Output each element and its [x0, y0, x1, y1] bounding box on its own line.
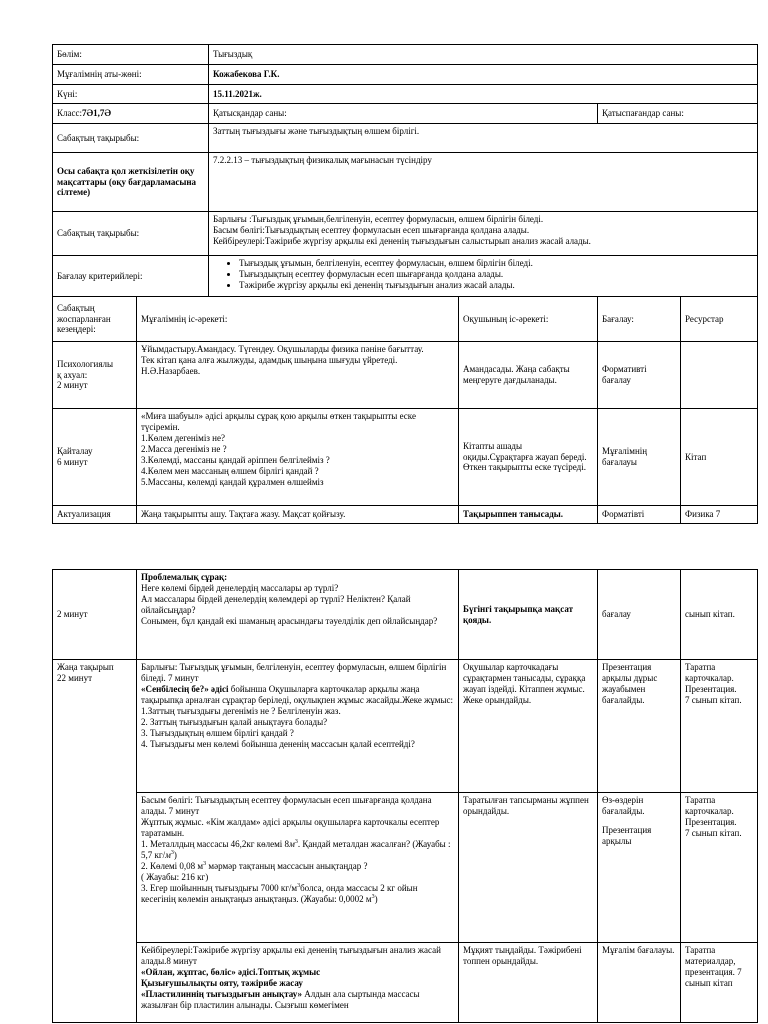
stage-line: қ ахуал: [57, 369, 88, 380]
resources-problem: сынып кітап. [681, 570, 758, 660]
goals-label: Сабақтың тақырыбы: [53, 212, 209, 256]
teacher-line: Ұйымдастыру.Амандасу. Түгендеу. Оқушыларды физика пәніне бағыттау. [141, 344, 424, 354]
problem-1-text: . Қандай металдан жасалған? (Жауабы : 5,7 кг/ [141, 838, 451, 860]
stage-line: 22 минут [57, 672, 93, 683]
goals-value [209, 212, 758, 256]
col-header-stage: Сабақтың жоспарланған кезеңдері: [53, 297, 137, 342]
present-count-label: Қатысқандар саны: [209, 104, 598, 124]
resources-new-all [681, 660, 758, 793]
stage-line: Жаңа тақырып [57, 662, 114, 672]
goal-line: Кейбіреулері:Тәжірибе жүргізу арқылы екі дененің тығыздығын салыстырып анализ жасай алады. [213, 235, 591, 246]
lesson-plan-table-1 [52, 44, 758, 524]
problem-2-text: мәрмәр тақтаның массасын анықтаңдар ? [206, 860, 368, 871]
topic-value: Заттың тығыздығы және тығыздықтың өлшем бірлігі. [209, 124, 758, 153]
stage-problem: 2 минут [53, 570, 137, 660]
teacher-new-most [137, 793, 459, 943]
teacher-new-all [137, 660, 459, 793]
exponent: 3 [297, 882, 301, 889]
resources-new-some: Таратпа материалдар, презентация. 7 сынып кітап [681, 943, 758, 1023]
exponent: 3 [203, 860, 207, 867]
assessment-new-most [598, 793, 681, 943]
student-actual: Тақырыппен танысады. [459, 506, 598, 524]
student-psych: Амандасады. Жаңа сабақты меңгеруге дағдыланады. [459, 342, 598, 409]
col-header-student: Оқушының іс-әрекеті: [459, 297, 598, 342]
criteria-item: • Тығыздықтың есептеу формуласын есеп шығарғанда қолдана алады. [239, 269, 753, 280]
goal-line: Барлығы :Тығыздық ұғымын,белгіленуін, есептеу формуласын, өлшем бірлігін біледі. [213, 214, 544, 224]
problem-3-text: ) [374, 893, 378, 904]
problem-1 [141, 839, 454, 861]
question-line: 1.Заттың тығыздығы дегеніміз не ? Белгіленуін жаз. [141, 705, 341, 716]
resources-repeat: Кітап [681, 409, 758, 506]
criteria-value [209, 256, 758, 297]
stage-line: Психологиялы [57, 358, 114, 369]
method-rest: бойынша Оқушыларға карточкалар арқылы жаңа тақырыпқа арналған сұрақтар беріледі, оқулықпен жұмыс жасайды.Жеке жұмыс: [141, 683, 454, 705]
col-header-assessment: Бағалау: [598, 297, 681, 342]
teacher-problem [137, 570, 459, 660]
question-line: 3. Тығыздықтың өлшем бірлігі қандай ? [141, 727, 294, 738]
assessment-new-all: Презентация арқылы дұрыс жауабымен бағалайды. [598, 660, 681, 793]
objectives-value: 7.2.2.13 – тығыздықтың физикалық мағынасын түсіндіру [209, 153, 758, 212]
problem-title: Проблемалық сұрақ: [141, 572, 228, 582]
experiment-rest: Алдын ала сыртында массасы жазылған бір пластилин алынады. Сызғыш көмегімен [141, 988, 420, 1010]
problem-2-answer: ( Жауабы: 216 кг) [141, 871, 209, 882]
assessment-line: Презентация арқылы [602, 824, 652, 846]
teacher-intro: Барлығы: Тығыздық ұғымын, белгіленуін, есептеу формуласын, өлшем бірлігін біледі. 7 минут [141, 662, 447, 683]
teacher-line: 1.Көлем дегеніміз не? [141, 432, 225, 443]
problem-3 [141, 883, 454, 905]
exponent: 3 [371, 893, 375, 900]
goal-line: Басым бөлігі:Тығыздықтың есептеу формуласын есеп шығарғанда қолдана алады. [213, 224, 530, 235]
method-line: «Ойлан, жұптас, бөліс» әдісі.Топтық жұмыс [141, 966, 321, 977]
teacher-intro: Кейбіреулері:Тәжірибе жүргізу арқылы екі дененің тығыздығын анализ жасай алады.8 минут [141, 945, 441, 966]
question-line: 2. Заттың тығыздығын қалай анықтауға болады? [141, 716, 328, 727]
teacher-line: Сонымен, бұл қандай екі шаманың арасындағы тәуелділік деп ойлайсыңдар? [141, 615, 438, 626]
method-text [141, 684, 454, 706]
resource-line: Таратпа карточкалар. [685, 795, 734, 816]
criteria-item: • Тығыздық ұғымын, белгіленуін, есептеу формуласын, өлшем бірлігін біледі. [239, 258, 753, 269]
col-header-teacher: Мұғалімнің іс-әрекеті: [137, 297, 459, 342]
exponent: 3 [294, 838, 298, 845]
date-value: 15.11.2021ж. [209, 85, 758, 104]
pair-work: Жұптық жұмыс. «Кім жалдам» әдісі арқылы оқушыларға карточкалы есептер таратамын. [141, 816, 440, 838]
criteria-item: • Тәжірибе жүргізу арқылы екі дененің тығыздығын анализ жасай алады. [239, 280, 753, 291]
problem-3-text: 3. Егер шойынның тығыздығы 7000 кг/м [141, 882, 298, 893]
stage-actual: Актуализация [53, 506, 137, 524]
resource-line: Таратпа карточкалар. [685, 662, 734, 683]
assessment-psych: Формативті бағалау [598, 342, 681, 409]
section-label: Бөлім: [53, 45, 209, 65]
resources-actual: Физика 7 [681, 506, 758, 524]
experiment-name: «Пластилиннің тығыздығын анықтау» [141, 988, 303, 999]
stage-line: 2 минут [57, 380, 88, 391]
teacher-intro: Басым бөлігі: Тығыздықтың есептеу формуласын есеп шығарғанда қолдана алады. 7 минут [141, 795, 432, 816]
resource-line: 7 сынып кітап. [685, 827, 742, 838]
student-problem: Бүгінгі тақырыпқа мақсат қояды. [459, 570, 598, 660]
method-line: Қызығушылықты ояту, тәжірибе жасау [141, 977, 303, 988]
teacher-new-some [137, 943, 459, 1023]
stage-line: Қайталау [57, 446, 93, 457]
problem-3-text: болса, онда массасы 2 кг ойын кесегінің көлемін анықтаңыз анықтаңыз. (Жауабы: 0,0002 м [141, 882, 418, 904]
stage-repeat [53, 409, 137, 506]
teacher-line: 3.Көлемді, массаны қандай әріппен белгілейміз ? [141, 454, 330, 465]
teacher-line: 4.Көлем мен массаның өлшем бірлігі қандай ? [141, 465, 319, 476]
section-value: Тығыздық [209, 45, 758, 65]
resource-line: Презентация. [685, 816, 737, 827]
teacher-repeat [137, 409, 459, 506]
teacher-line: Неге көлемі бірдей денелердің массалары әр түрлі? [141, 582, 339, 593]
unit-m: м [165, 849, 171, 860]
resources-new-most [681, 793, 758, 943]
criteria-list [213, 258, 753, 291]
assessment-actual: Форматівті [598, 506, 681, 524]
problem-1-text: ) [173, 849, 177, 860]
resources-psych [681, 342, 758, 409]
student-repeat: Кітапты ашады оқиды.Сұрақтарға жауап береді. Өткен тақырыпты еске түсіреді. [459, 409, 598, 506]
resource-line: Презентация. [685, 683, 737, 694]
teacher-psych [137, 342, 459, 409]
problem-1-text: 1. Металлдың массасы 46,2кг көлемі 8 [141, 838, 290, 849]
col-header-resources: Ресурстар [681, 297, 758, 342]
teacher-line: Ал массалары бірдей денелердің көлемдері әр түрлі? Неліктен? Қалай ойлайсыңдар? [141, 593, 411, 615]
teacher-line: 2.Масса дегеніміз не ? [141, 443, 227, 454]
teacher-name-value: Кожабекова Г.К. [209, 65, 758, 85]
student-new-some: Мұқият тыңдайды. Тәжірибені топпен орындайды. [459, 943, 598, 1023]
exponent: 3 [170, 849, 174, 856]
teacher-line: 5.Массаны, көлемді қандай құралмен өлшейміз [141, 476, 324, 487]
teacher-line: «Миға шабуыл» әдісі арқылы сұрақ қою арқылы өткен тақырыпты еске түсіремін. [141, 411, 416, 432]
unit-m: м [289, 838, 295, 849]
class-label: Класс: [57, 108, 82, 119]
method-name: «Сенбілесің бе?» әдісі [141, 683, 229, 694]
stage-new-topic [53, 660, 137, 1023]
student-new-most: Таратылған тапсырманы жұппен орындайды. [459, 793, 598, 943]
class-cell [53, 104, 209, 124]
teacher-line: Н.Ә.Назарбаев. [141, 365, 201, 376]
objectives-label: Осы сабақта қол жеткізілетін оқу мақсаттары (оқу бағдарламасына сілтеме) [53, 153, 209, 212]
teacher-line: Тек кітап қана алға жылжуды, адамдық шыңына шығуды үйретеді. [141, 354, 398, 365]
assessment-line: Өз-өздерін бағалайды. [602, 795, 645, 816]
class-value: 7Ә1,7Ә [81, 108, 112, 119]
experiment-text [141, 989, 454, 1011]
resource-line: 7 сынып кітап. [685, 694, 742, 705]
problem-2 [141, 861, 454, 872]
date-label: Күні: [53, 85, 209, 104]
student-new-all: Оқушылар карточкадағы сұрақтармен танысады, сұраққа жауап іздейді. Кітаппен жұмыс. Жеке орындайды. [459, 660, 598, 793]
absent-count-label: Қатыспағандар саны: [598, 104, 758, 124]
assessment-problem: бағалау [598, 570, 681, 660]
teacher-actual: Жаңа тақырыпты ашу. Тақтаға жазу. Мақсат қойғызу. [137, 506, 459, 524]
problem-2-text: 2. Көлемі 0,08 м [141, 860, 204, 871]
topic-label: Сабақтың тақырыбы: [53, 124, 209, 153]
lesson-plan-table-2 [52, 569, 758, 1023]
question-line: 4. Тығыздығы мен көлемі бойынша дененің массасын қалай есептейді? [141, 738, 415, 749]
stage-line: 6 минут [57, 457, 88, 467]
criteria-label: Бағалау критерийлері: [53, 256, 209, 297]
assessment-repeat: Мұғалімнің бағалауы [598, 409, 681, 506]
stage-psych [53, 342, 137, 409]
assessment-new-some: Мұғалім бағалауы. [598, 943, 681, 1023]
teacher-name-label: Мұғалімнің аты-жөні: [53, 65, 209, 85]
